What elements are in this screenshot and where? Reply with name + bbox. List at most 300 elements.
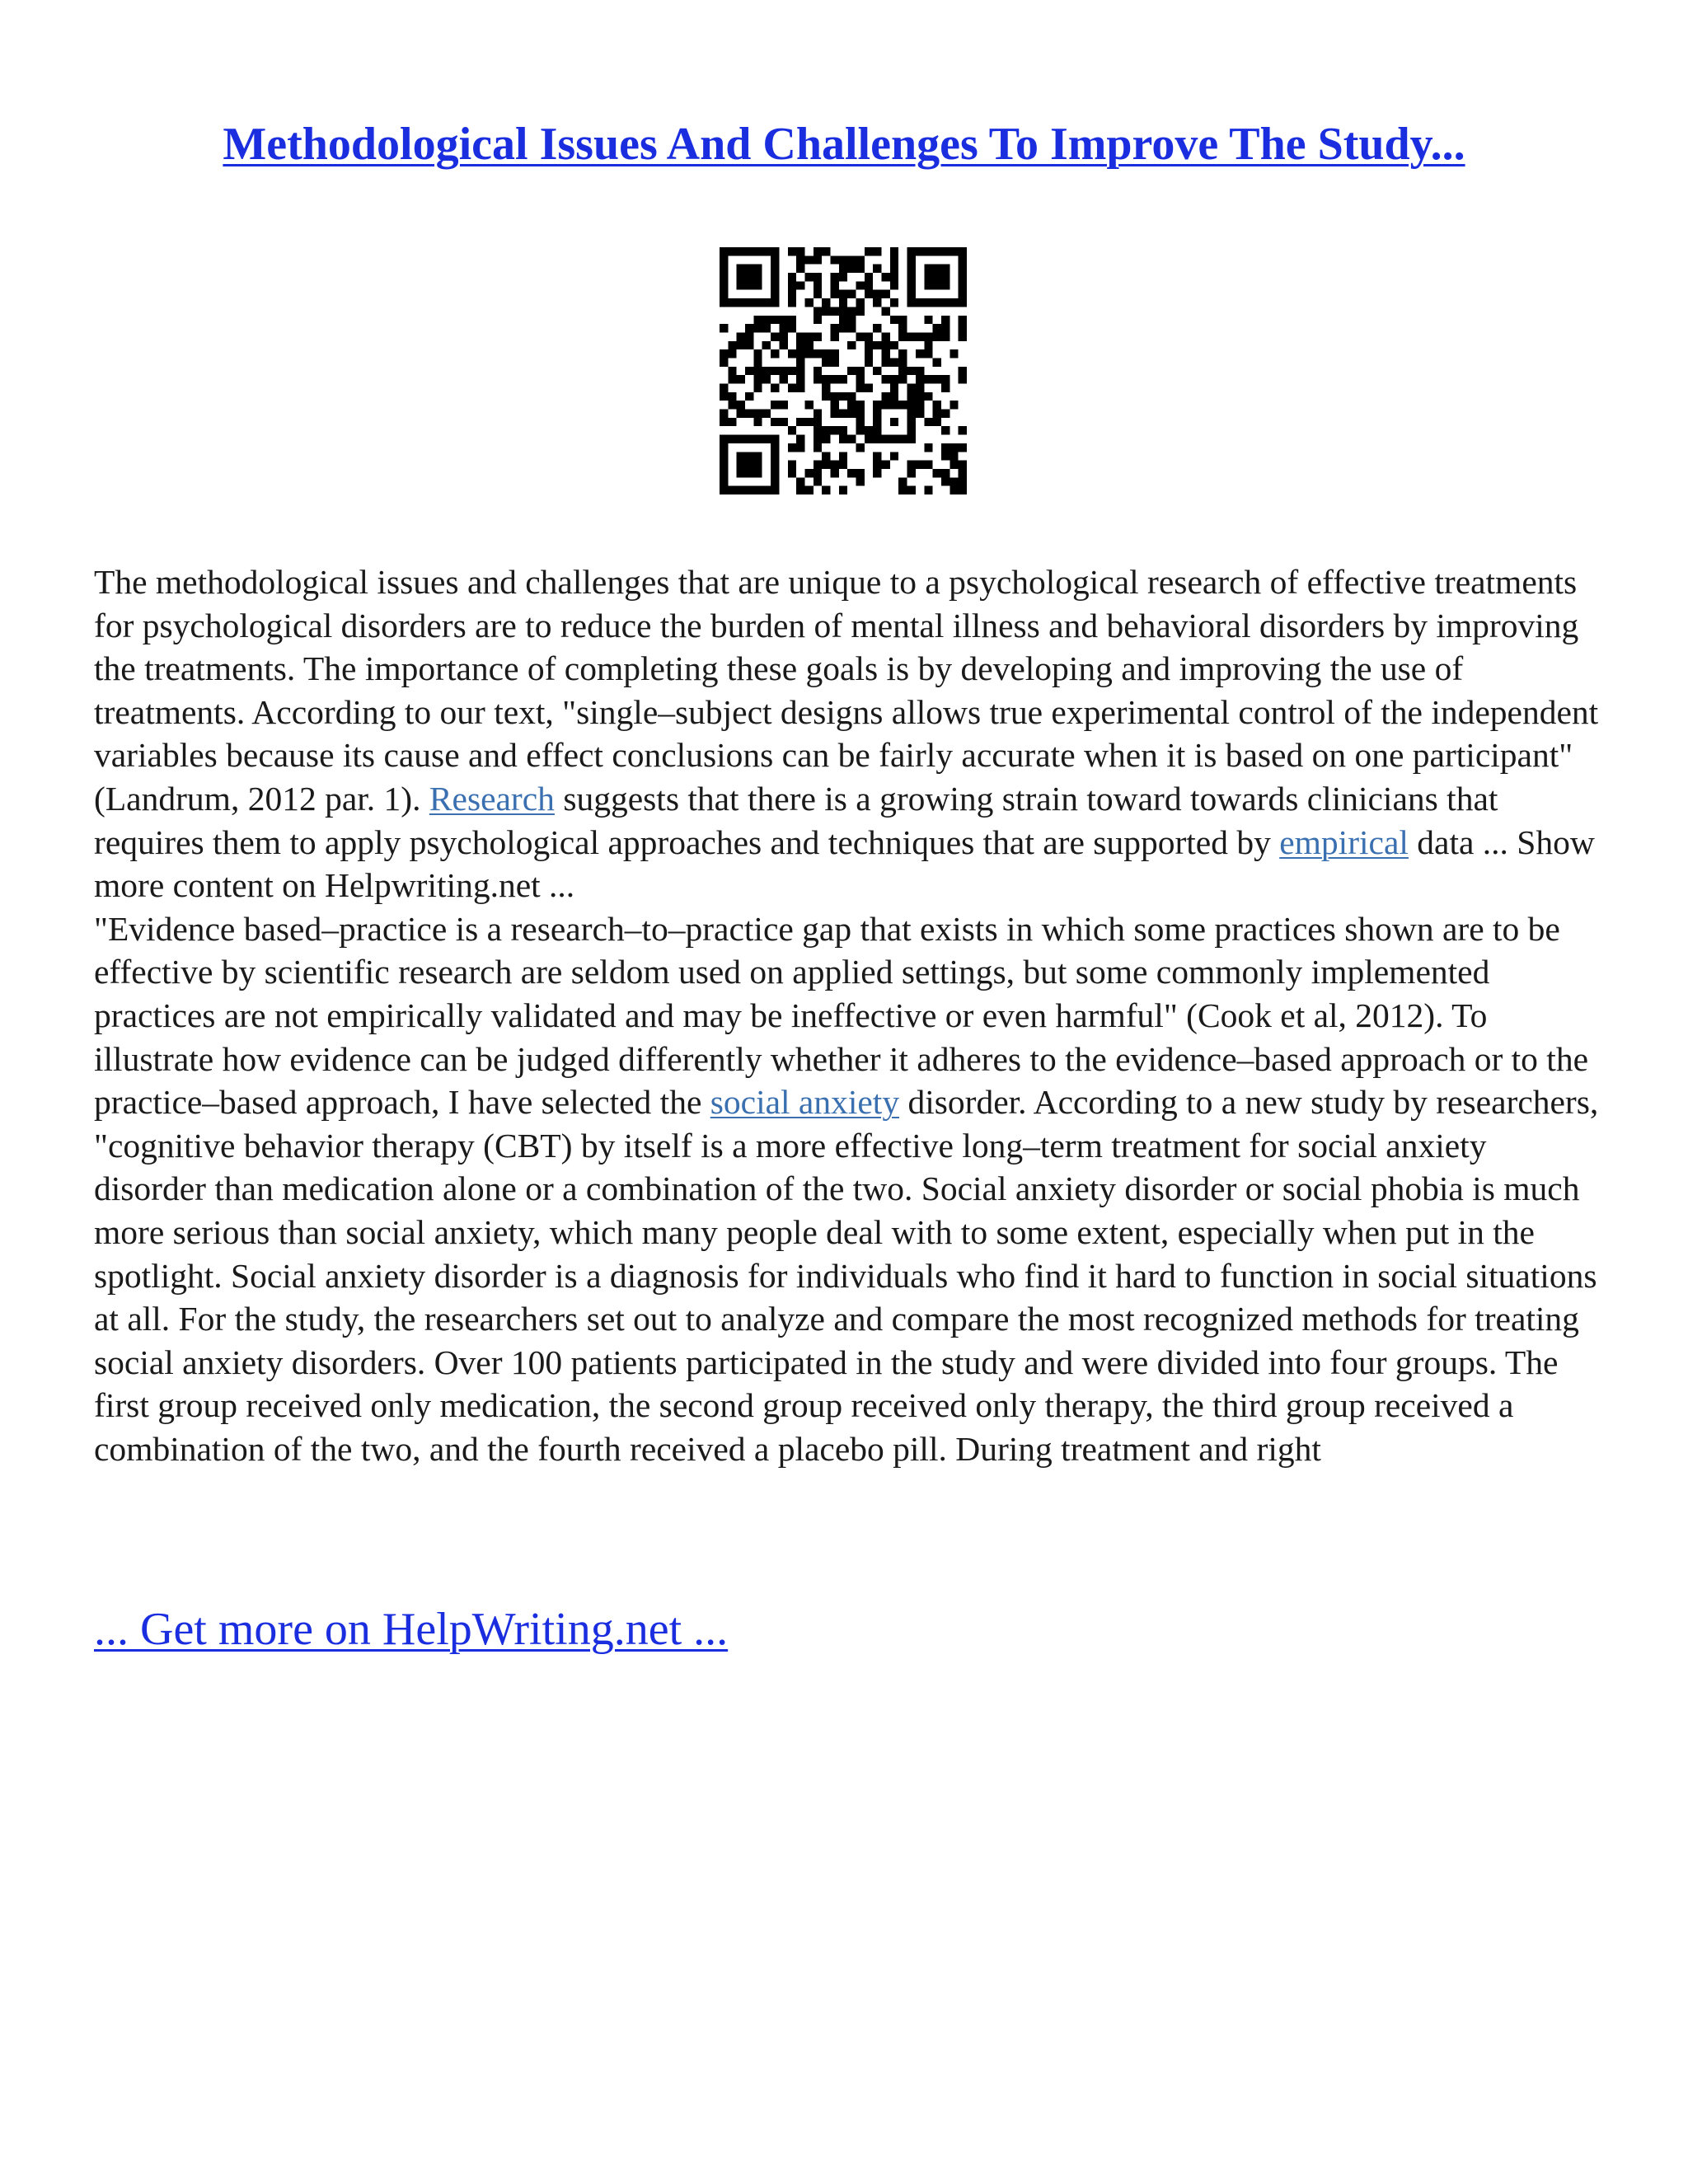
qr-module [822, 307, 830, 315]
qr-module [796, 477, 804, 485]
qr-code-graphic [720, 247, 967, 494]
qr-module [959, 486, 967, 494]
qr-module [814, 255, 822, 264]
paragraph-1-text-c: data ... Show more content on Helpwriting.net ... [94, 823, 1595, 905]
qr-module [771, 255, 779, 264]
qr-module [924, 281, 932, 289]
qr-module [865, 281, 873, 289]
qr-module [745, 298, 753, 307]
qr-module [873, 367, 881, 375]
qr-module [753, 324, 762, 332]
qr-module [762, 410, 771, 418]
qr-module [933, 375, 941, 383]
qr-module [941, 332, 950, 340]
qr-module [788, 316, 796, 324]
qr-module [950, 247, 958, 255]
qr-module [933, 281, 941, 289]
qr-module [822, 426, 830, 434]
qr-module [916, 384, 924, 392]
qr-module [788, 273, 796, 281]
qr-module [933, 410, 941, 418]
qr-module [907, 384, 916, 392]
qr-module [873, 324, 881, 332]
qr-module [720, 265, 728, 273]
qr-module [873, 452, 881, 460]
qr-module [839, 375, 847, 383]
qr-module [847, 255, 856, 264]
qr-module [788, 426, 796, 434]
qr-module [737, 341, 745, 349]
qr-module [779, 418, 787, 426]
qr-module [779, 341, 787, 349]
qr-module [941, 273, 950, 281]
qr-module [941, 410, 950, 418]
qr-module [907, 426, 916, 434]
qr-module [873, 461, 881, 469]
qr-module [882, 290, 890, 298]
qr-module [933, 469, 941, 477]
qr-module [907, 298, 916, 307]
qr-module [898, 435, 907, 443]
qr-module [771, 486, 779, 494]
qr-module [737, 435, 745, 443]
qr-module [745, 486, 753, 494]
qr-module [916, 410, 924, 418]
qr-module [814, 477, 822, 485]
qr-module [839, 273, 847, 281]
qr-module [796, 255, 804, 264]
qr-module [941, 375, 950, 383]
qr-module [814, 435, 822, 443]
qr-module [933, 401, 941, 409]
qr-module [753, 410, 762, 418]
qr-module [865, 426, 873, 434]
qr-module [753, 298, 762, 307]
qr-module [890, 281, 898, 289]
get-more-link[interactable]: ... Get more on HelpWriting.net ... [94, 1604, 729, 1655]
qr-module [847, 265, 856, 273]
qr-module [771, 273, 779, 281]
qr-module [933, 265, 941, 273]
qr-module [882, 332, 890, 340]
qr-module [753, 486, 762, 494]
qr-module [950, 443, 958, 452]
qr-module [941, 298, 950, 307]
qr-module [771, 332, 779, 340]
qr-module [796, 247, 804, 255]
qr-module [745, 273, 753, 281]
qr-module [796, 418, 804, 426]
qr-module [814, 332, 822, 340]
qr-module [933, 273, 941, 281]
qr-module [898, 401, 907, 409]
qr-module [933, 332, 941, 340]
qr-module [804, 418, 813, 426]
article-body [94, 560, 1602, 1470]
qr-module [907, 281, 916, 289]
qr-module [882, 358, 890, 366]
qr-module [728, 367, 736, 375]
qr-module [830, 375, 838, 383]
qr-module [890, 255, 898, 264]
qr-module [916, 461, 924, 469]
document-title-link[interactable]: Methodological Issues And Challenges To Improve The Study... [223, 119, 1465, 170]
qr-module [856, 410, 865, 418]
qr-module [873, 418, 881, 426]
qr-module [814, 290, 822, 298]
qr-module [924, 247, 932, 255]
qr-module [830, 324, 838, 332]
qr-module [753, 367, 762, 375]
qr-module [720, 435, 728, 443]
qr-module [753, 273, 762, 281]
qr-module [753, 469, 762, 477]
qr-module [745, 461, 753, 469]
qr-module [822, 247, 830, 255]
qr-module [873, 426, 881, 434]
qr-module [916, 367, 924, 375]
qr-module [771, 452, 779, 460]
qr-module [865, 290, 873, 298]
qr-module [856, 401, 865, 409]
qr-module [933, 247, 941, 255]
qr-module [839, 452, 847, 460]
qr-module [941, 281, 950, 289]
qr-module [745, 324, 753, 332]
qr-module [753, 358, 762, 366]
qr-module [822, 349, 830, 358]
qr-module [890, 265, 898, 273]
qr-module [720, 324, 728, 332]
qr-module [907, 418, 916, 426]
qr-module [753, 435, 762, 443]
qr-module [728, 418, 736, 426]
qr-module [771, 384, 779, 392]
qr-module [839, 290, 847, 298]
qr-module [814, 316, 822, 324]
qr-module [924, 332, 932, 340]
qr-module [959, 281, 967, 289]
qr-module [907, 401, 916, 409]
qr-module [856, 298, 865, 307]
qr-module [804, 273, 813, 281]
qr-module [924, 461, 932, 469]
qr-module [907, 247, 916, 255]
qr-module [737, 332, 745, 340]
qr-module [788, 281, 796, 289]
qr-module [933, 418, 941, 426]
qr-module [847, 290, 856, 298]
qr-module [941, 452, 950, 460]
qr-module [941, 477, 950, 485]
qr-module [907, 265, 916, 273]
qr-module [890, 341, 898, 349]
qr-module [753, 452, 762, 460]
qr-module [771, 435, 779, 443]
qr-module [779, 332, 787, 340]
qr-module [753, 316, 762, 324]
qr-module [856, 469, 865, 477]
qr-module [950, 349, 958, 358]
qr-module [839, 265, 847, 273]
qr-module [959, 461, 967, 469]
qr-module [753, 281, 762, 289]
qr-module [941, 469, 950, 477]
qr-module [839, 486, 847, 494]
qr-module [728, 392, 736, 401]
qr-module [830, 358, 838, 366]
qr-module [771, 477, 779, 485]
qr-module [737, 452, 745, 460]
qr-module [924, 443, 932, 452]
qr-module [720, 392, 728, 401]
qr-module [822, 435, 830, 443]
qr-module [822, 452, 830, 460]
qr-module [847, 469, 856, 477]
qr-module [856, 384, 865, 392]
qr-module [814, 410, 822, 418]
qr-module [745, 410, 753, 418]
qr-module [873, 435, 881, 443]
qr-module [796, 358, 804, 366]
paragraph-2-text-b: disorder. According to a new study by researchers, "cognitive behavior therapy (CBT) by itself is a more effective long–term treatment for social anxiety disorder than medication alone or a combination of the two. Social anxiety disorder or social phobia is much more serious than social anxiety, which many people deal with to some extent, especially when put in the spotlight. Social anxiety disorder is a diagnosis for individuals who find it hard to function in social situations at all. For the study, the researchers set out to analyze and compare the most recognized methods for treating social anxiety disorders. Over 100 patients participated in the study and were divided into four groups. The first group received only medication, the second group received only therapy, the third group received a combination of the two, and the fourth received a placebo pill. During treatment and right [94, 1083, 1599, 1468]
qr-module [737, 273, 745, 281]
qr-module [788, 298, 796, 307]
qr-module [796, 281, 804, 289]
qr-module [779, 401, 787, 409]
qr-module [814, 349, 822, 358]
qr-module [788, 384, 796, 392]
qr-module [950, 461, 958, 469]
qr-module [745, 435, 753, 443]
qr-module [924, 349, 932, 358]
qr-module [796, 435, 804, 443]
qr-module [771, 401, 779, 409]
qr-module [847, 341, 856, 349]
qr-module [788, 290, 796, 298]
qr-module [882, 341, 890, 349]
qr-module [728, 375, 736, 383]
qr-module [847, 307, 856, 315]
qr-module [898, 367, 907, 375]
qr-module [762, 324, 771, 332]
social-anxiety-link[interactable]: social anxiety [710, 1083, 900, 1122]
qr-module [959, 298, 967, 307]
qr-module [898, 486, 907, 494]
qr-module [907, 469, 916, 477]
qr-module [907, 461, 916, 469]
qr-module [916, 332, 924, 340]
qr-module [771, 316, 779, 324]
paragraph-1-text-b: suggests that there is a growing strain toward towards clinicians that requires them to apply psychological approaches and techniques that are supported by [94, 779, 1498, 861]
qr-module [898, 316, 907, 324]
qr-module [959, 443, 967, 452]
qr-module [745, 332, 753, 340]
qr-module [941, 265, 950, 273]
qr-module [959, 265, 967, 273]
qr-module [882, 349, 890, 358]
qr-module [720, 384, 728, 392]
qr-module [728, 486, 736, 494]
qr-module [898, 375, 907, 383]
qr-module [856, 281, 865, 289]
qr-module [847, 410, 856, 418]
qr-module [745, 452, 753, 460]
qr-module [830, 401, 838, 409]
qr-module [865, 273, 873, 281]
qr-module [814, 418, 822, 426]
qr-module [728, 247, 736, 255]
qr-module [959, 324, 967, 332]
qr-module [856, 418, 865, 426]
qr-module [865, 384, 873, 392]
qr-module [856, 307, 865, 315]
qr-module [950, 298, 958, 307]
qr-module [720, 298, 728, 307]
qr-module [804, 341, 813, 349]
qr-module [720, 290, 728, 298]
qr-module [839, 410, 847, 418]
paragraph-1-text-a: The methodological issues and challenges that are unique to a psychological research of effective treatments for psychological disorders are to reduce the burden of mental illness and behavioral disorders by improving the treatments. The importance of completing these goals is by developing and improving the use of treatments. According to our text, "single–subject designs allows true experimental control of the independent variables because its cause and effect conclusions can be fairly accurate when it is based on one participant" (Landrum, 2012 par. 1). [94, 563, 1599, 818]
qr-module [873, 469, 881, 477]
qr-module [907, 410, 916, 418]
qr-module [898, 477, 907, 485]
qr-module [830, 281, 838, 289]
qr-module [959, 255, 967, 264]
qr-module [865, 247, 873, 255]
qr-module [745, 265, 753, 273]
qr-module [788, 367, 796, 375]
qr-module [745, 469, 753, 477]
qr-module [959, 247, 967, 255]
qr-module [753, 247, 762, 255]
qr-module [779, 316, 787, 324]
qr-module [814, 281, 822, 289]
qr-module [856, 443, 865, 452]
qr-module [771, 443, 779, 452]
qr-module [814, 247, 822, 255]
qr-module [822, 486, 830, 494]
qr-module [771, 247, 779, 255]
qr-module [950, 401, 958, 409]
qr-module [728, 298, 736, 307]
qr-module [941, 247, 950, 255]
research-link[interactable]: Research [429, 779, 555, 818]
qr-module [830, 426, 838, 434]
qr-module [771, 265, 779, 273]
qr-module [720, 349, 728, 358]
qr-module [865, 341, 873, 349]
qr-module [865, 332, 873, 340]
qr-module [762, 486, 771, 494]
qr-module [916, 247, 924, 255]
qr-module [924, 341, 932, 349]
qr-module [762, 435, 771, 443]
qr-module [924, 273, 932, 281]
qr-module [890, 384, 898, 392]
qr-module [796, 265, 804, 273]
qr-module [804, 349, 813, 358]
qr-module [847, 392, 856, 401]
qr-module [873, 290, 881, 298]
qr-module [873, 298, 881, 307]
qr-module [720, 486, 728, 494]
qr-module [882, 392, 890, 401]
qr-module [822, 461, 830, 469]
qr-module [737, 281, 745, 289]
qr-module [737, 410, 745, 418]
qr-module [890, 273, 898, 281]
qr-module [890, 392, 898, 401]
qr-module [720, 281, 728, 289]
qr-module [788, 324, 796, 332]
qr-module [959, 316, 967, 324]
qr-module [737, 265, 745, 273]
qr-module [882, 435, 890, 443]
qr-module [745, 247, 753, 255]
qr-module [814, 469, 822, 477]
empirical-link[interactable]: empirical [1279, 823, 1409, 861]
qr-module [890, 401, 898, 409]
qr-module [737, 461, 745, 469]
qr-module [839, 255, 847, 264]
qr-module [839, 307, 847, 315]
qr-module [924, 375, 932, 383]
qr-module [924, 265, 932, 273]
qr-module [745, 281, 753, 289]
qr-module [924, 392, 932, 401]
qr-module [737, 298, 745, 307]
qr-module [804, 298, 813, 307]
qr-module [720, 247, 728, 255]
qr-module [814, 426, 822, 434]
qr-module [924, 298, 932, 307]
qr-module [822, 384, 830, 392]
qr-module [796, 384, 804, 392]
qr-module [753, 418, 762, 426]
qr-module [959, 426, 967, 434]
qr-module [814, 307, 822, 315]
qr-module [933, 298, 941, 307]
qr-module [856, 375, 865, 383]
qr-module [762, 247, 771, 255]
qr-module [890, 316, 898, 324]
qr-module [847, 435, 856, 443]
qr-module [907, 332, 916, 340]
qr-module [847, 324, 856, 332]
qr-module [907, 367, 916, 375]
qr-module [745, 392, 753, 401]
qr-module [814, 461, 822, 469]
qr-module [822, 358, 830, 366]
qr-module [898, 332, 907, 340]
qr-module [737, 401, 745, 409]
qr-module [847, 401, 856, 409]
qr-module [762, 367, 771, 375]
qr-module [788, 469, 796, 477]
qr-module [882, 461, 890, 469]
qr-module [737, 375, 745, 383]
qr-module [728, 341, 736, 349]
qr-module [839, 435, 847, 443]
qr-module [873, 341, 881, 349]
qr-module [822, 375, 830, 383]
qr-module [916, 349, 924, 358]
qr-module [720, 273, 728, 281]
qr-module [882, 401, 890, 409]
qr-module [788, 247, 796, 255]
qr-module [856, 477, 865, 485]
